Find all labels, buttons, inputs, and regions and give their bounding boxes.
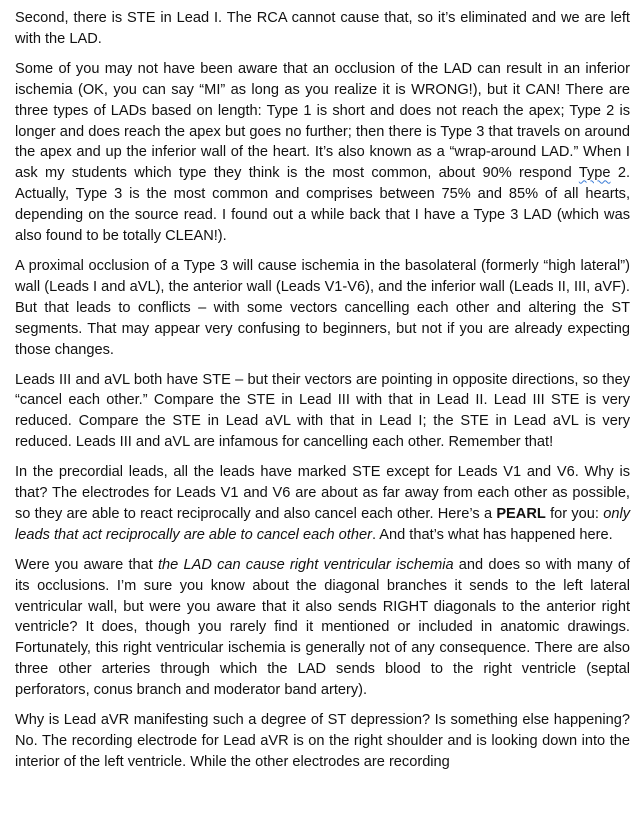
pearl-label: PEARL: [496, 505, 546, 522]
paragraph-2-text-b: 2. Actually, Type 3 is the most common and comprises between 75% and 85% of all hearts, depending on the source read. I found out a while back that I have a Type 3 LAD (which was also found to be totally CLEAN!).: [15, 165, 630, 245]
paragraph-3: A proximal occlusion of a Type 3 will cause ischemia in the basolateral (formerly “high lateral”) wall (Leads I and aVL), the anterior wall (Leads V1-V6), and the inferior wall (Leads II, III, aVF). But that leads to conflicts – with some vectors cancelling each other and altering the ST segments. That may appear very confusing to beginners, but not if you are already expecting those changes.: [15, 257, 630, 358]
document-page: [15, 8, 630, 782]
paragraph-6-text-a: Were you aware that: [15, 556, 158, 573]
paragraph-4: Leads III and aVL both have STE – but their vectors are pointing in opposite directions, so they “cancel each other.” Compare the STE in Lead III with that in Lead II. Lead III STE is very reduced. Compare the STE in Lead aVL with that in Lead I; the STE in Lead aVL is very reduced. Leads III and aVL are infamous for cancelling each other. Remember that!: [15, 371, 630, 451]
paragraph-7: Why is Lead aVR manifesting such a degree of ST depression? Is something else happening? No. The recording electrode for Lead aVR is on the right shoulder and is looking down into the interior of the left ventricle. While the other electrodes are recording: [15, 712, 630, 770]
paragraph-5-text-a: In the precordial leads, all the leads have marked STE except for Leads V1 and V6. Why is that? The electrodes for Leads V1 and V6 are about as far away from each other as possible, so they are able to react reciprocally and also cancel each other. Here’s a: [15, 464, 630, 522]
pearl-statement: only leads that act reciprocally are able to cancel each other: [15, 505, 630, 543]
spellcheck-flagged-word[interactable]: Type: [578, 165, 611, 182]
paragraph-2: [15, 59, 630, 247]
paragraph-5: [15, 462, 630, 546]
paragraph-6-emphasis: the LAD can cause right ventricular ischemia: [158, 556, 454, 573]
paragraph-6: [15, 555, 630, 701]
paragraph-5-text-c: . And that’s what has happened here.: [371, 526, 613, 543]
paragraph-5-text-b: for you:: [545, 505, 604, 522]
paragraph-1: Second, there is STE in Lead I. The RCA cannot cause that, so it’s eliminated and we are left with the LAD.: [15, 10, 630, 47]
paragraph-2-text-a: Some of you may not have been aware that an occlusion of the LAD can result in an inferior ischemia (OK, you can say “MI” as long as you realize it is WRONG!), but it CAN! There are three types of LADs based on length: Type 1 is short and does not reach the apex; Type 2 is longer and does reach the apex but goes no further; then there is Type 3 that travels on around the apex and up the inferior wall of the heart. It’s also known as a “wrap-around LAD.” When I ask my students which type they think is the most common, about 90% respond: [15, 60, 630, 182]
paragraph-6-text-b: and does so with many of its occlusions. I’m sure you know about the diagonal branches it sends to the left lateral ventricular wall, but were you aware that it also sends RIGHT diagonals to the anterior right ventricle? It does, though you rarely find it mentioned or included in anatomic drawings. Fortunately, this right ventricular ischemia is generally not of any consequence. There are also three other arteries through which the LAD sends blood to the right ventricle (septal perforators, conus branch and moderator band artery).: [15, 556, 630, 699]
